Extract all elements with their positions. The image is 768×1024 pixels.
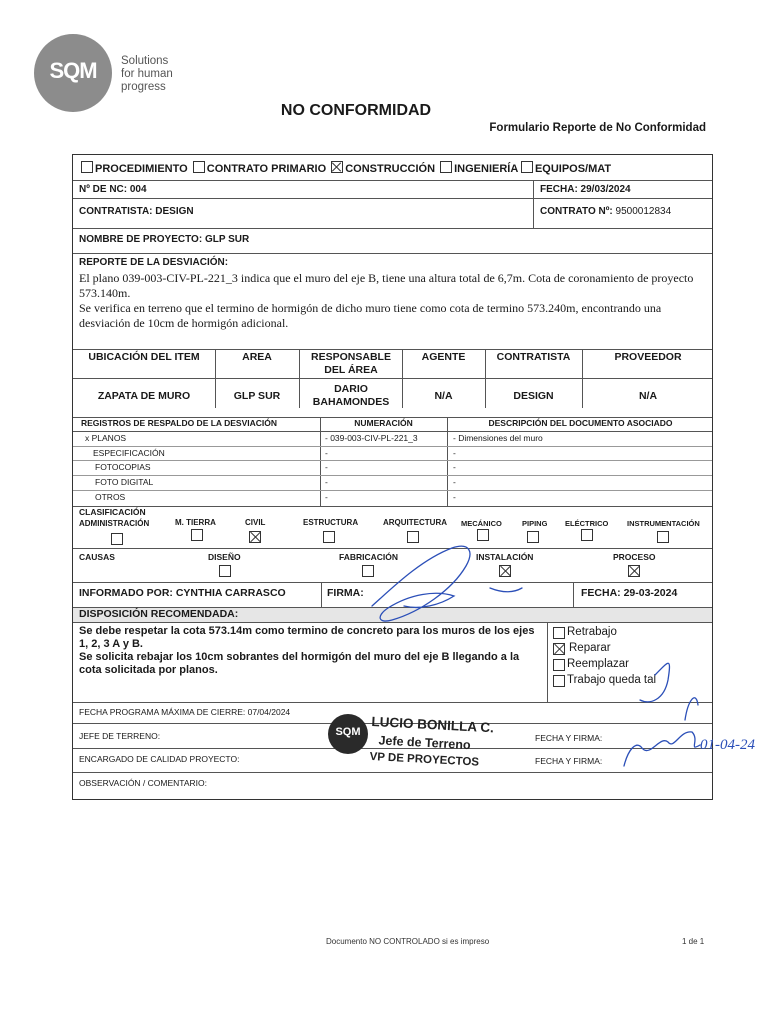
handwritten-date: 01-04-24 [700, 737, 755, 753]
item-header-proveedor: PROVEEDOR [614, 351, 682, 363]
registro-num: - [325, 448, 328, 458]
clasificacion-heading: CLASIFICACIÓN [79, 507, 146, 517]
causa-label-instalacion: INSTALACIÓN [476, 552, 534, 562]
fecha-firma-label: FECHA Y FIRMA: [535, 756, 603, 766]
nc-form [72, 154, 713, 800]
option-checkbox-trabajo-tal[interactable] [553, 675, 565, 687]
clasif-checkbox-piping[interactable] [527, 531, 539, 543]
observacion-label: OBSERVACIÓN / COMENTARIO: [79, 778, 207, 788]
logo-tagline [121, 55, 211, 94]
option-label-trabajo-tal: Trabajo queda tal [567, 674, 657, 686]
registro-label: ESPECIFICACIÓN [93, 448, 165, 458]
registro-num: - 039-003-CIV-PL-221_3 [325, 433, 418, 443]
clasif-checkbox-electrico[interactable] [581, 529, 593, 541]
causa-checkbox-fabricacion[interactable] [362, 565, 374, 577]
nc-date: FECHA: 29/03/2024 [540, 184, 631, 195]
jefe-terreno-label: JEFE DE TERRENO: [79, 731, 161, 741]
item-header-ubicacion: UBICACIÓN DEL ITEM [88, 351, 200, 363]
clasif-label-arquitectura: ARQUITECTURA [383, 518, 447, 527]
item-header-responsable: RESPONSABLE DEL ÁREA [311, 351, 391, 376]
contrato-value: 9500012834 [615, 206, 672, 217]
option-checkbox-retrabajo[interactable] [553, 627, 565, 639]
desviacion-line: Se verifica en terreno que el termino de hormigón de dicho muro tiene como cota de termino 573.240m, encontrando una desviación de 10cm de hormigón adicional. [79, 301, 662, 330]
desviacion-line: El plano 039-003-CIV-PL-221_3 indica que el muro del eje B, tiene una altura total de 6,7m. Cota de coronamiento de proyecto 573.140m. [79, 271, 694, 300]
option-label-reparar: Reparar [569, 642, 611, 654]
firma-label: FIRMA: [327, 587, 364, 599]
stamp-line: LUCIO BONILLA C. [371, 713, 495, 736]
clasif-label-mecanico: MECÁNICO [461, 519, 502, 528]
causa-checkbox-instalacion[interactable] [499, 565, 511, 577]
clasif-checkbox-instrumentacion[interactable] [657, 531, 669, 543]
category-construccion[interactable]: CONSTRUCCIÓN [331, 163, 435, 175]
item-header-agente: AGENTE [421, 351, 466, 363]
clasif-label-electrico: ELÉCTRICO [565, 519, 609, 528]
registro-desc: - [453, 477, 456, 487]
item-value-proveedor: N/A [638, 390, 658, 402]
descripcion-header: DESCRIPCIÓN DEL DOCUMENTO ASOCIADO [488, 418, 673, 428]
registro-label: OTROS [95, 492, 126, 502]
informado-por: INFORMADO POR: CYNTHIA CARRASCO [79, 587, 286, 599]
proyecto-name: NOMBRE DE PROYECTO: GLP SUR [79, 234, 250, 245]
clasif-label-mtierra: M. TIERRA [175, 518, 216, 527]
tagline-line: Solutions [121, 55, 169, 67]
causas-heading: CAUSAS [79, 552, 115, 562]
registro-num: - [325, 477, 328, 487]
option-checkbox-reparar[interactable] [553, 643, 565, 655]
registro-desc: - [453, 448, 456, 458]
causa-label-proceso: PROCESO [613, 552, 656, 562]
registro-label: x PLANOS [85, 433, 127, 443]
causa-checkbox-diseno[interactable] [219, 565, 231, 577]
registro-num: - [325, 492, 328, 502]
nc-number: Nº DE NC: 004 [79, 184, 147, 195]
item-header-contratista: CONTRATISTA [496, 351, 571, 363]
clasif-checkbox-mecanico[interactable] [477, 529, 489, 541]
clasif-label-instrumentacion: INSTRUMENTACIÓN [627, 519, 700, 528]
item-value-agente: N/A [434, 390, 453, 402]
category-equipos[interactable]: EQUIPOS/MAT [521, 163, 611, 175]
registro-label: FOTOCOPIAS [95, 462, 151, 472]
clasif-label-estructura: ESTRUCTURA [303, 518, 359, 527]
registros-header: REGISTROS DE RESPALDO DE LA DESVIACIÓN [81, 418, 277, 428]
causa-label-fabricacion: FABRICACIÓN [339, 552, 399, 562]
registro-label: FOTO DIGITAL [95, 477, 154, 487]
category-ingenieria[interactable]: INGENIERÍA [440, 163, 518, 175]
approval-stamp [369, 712, 494, 770]
clasif-label-piping: PIPING [522, 519, 548, 528]
checkbox-icon [521, 161, 533, 173]
page-number: 1 de 1 [682, 937, 705, 946]
encargado-calidad-label: ENCARGADO DE CALIDAD PROYECTO: [79, 754, 240, 764]
tagline-line: progress [121, 81, 166, 93]
clasif-checkbox-mtierra[interactable] [191, 529, 203, 541]
disposicion-line: Se solicita rebajar los 10cm sobrantes del hormigón del muro del eje B llegando a la cota solicitada por planos. [79, 651, 520, 676]
clasif-label-civil: CIVIL [245, 518, 266, 527]
item-header-area: AREA [242, 351, 272, 363]
disposicion-line: Se debe respetar la cota 573.14m como termino de concreto para los muros de los ejes 1, 2, 3 A y B. [79, 625, 535, 650]
stamp-line: Jefe de Terreno [378, 733, 471, 753]
disposicion-heading: DISPOSICIÓN RECOMENDADA: [79, 608, 239, 620]
clasif-checkbox-arquitectura[interactable] [407, 531, 419, 543]
checked-box-icon [331, 161, 343, 173]
registro-desc: - Dimensiones del muro [453, 433, 543, 443]
checkbox-icon [81, 161, 93, 173]
tagline-line: for human [121, 68, 173, 80]
causa-label-diseno: DISEÑO [208, 552, 241, 562]
category-row [81, 161, 611, 175]
checkbox-icon [193, 161, 205, 173]
contrato-label: CONTRATO Nº: [540, 206, 613, 217]
contratista: CONTRATISTA: DESIGN [79, 206, 194, 217]
desviacion-heading: REPORTE DE LA DESVIACIÓN: [79, 257, 229, 268]
item-value-responsable: DARIO BAHAMONDES [312, 383, 390, 408]
checkbox-icon [440, 161, 452, 173]
registro-desc: - [453, 462, 456, 472]
footer-note: Documento NO CONTROLADO si es impreso [326, 937, 490, 946]
informado-fecha: FECHA: 29-03-2024 [581, 587, 678, 599]
category-procedimiento[interactable]: PROCEDIMIENTO [81, 163, 188, 175]
item-value-contratista: DESIGN [513, 390, 554, 402]
numeracion-header: NUMERACIÓN [354, 418, 413, 428]
item-value-ubicacion: ZAPATA DE MURO [97, 390, 191, 402]
clasif-checkbox-civil[interactable] [249, 531, 261, 543]
clasif-checkbox-administracion[interactable] [111, 533, 123, 545]
sqm-logo-text: SQM [49, 58, 97, 83]
document-subtitle: Formulario Reporte de No Conformidad [489, 122, 706, 134]
desviacion-text [79, 271, 709, 331]
fecha-firma-label: FECHA Y FIRMA: [535, 733, 603, 743]
category-contrato-primario[interactable]: CONTRATO PRIMARIO [193, 163, 326, 175]
item-value-area: GLP SUR [233, 390, 281, 402]
option-label-reemplazar: Reemplazar [567, 658, 629, 670]
registro-num: - [325, 462, 328, 472]
disposicion-text [79, 625, 541, 677]
contrato-number [540, 206, 671, 217]
document-title: NO CONFORMIDAD [280, 102, 432, 119]
option-label-retrabajo: Retrabajo [567, 626, 617, 638]
sqm-stamp-text: SQM [335, 726, 361, 738]
registro-desc: - [453, 492, 456, 502]
causa-checkbox-proceso[interactable] [628, 565, 640, 577]
fecha-programa-cierre: FECHA PROGRAMA MÁXIMA DE CIERRE: 07/04/2024 [79, 707, 291, 717]
clasif-label-administracion: ADMINISTRACIÓN [79, 519, 150, 528]
stamp-line: VP DE PROYECTOS [369, 750, 480, 769]
option-checkbox-reemplazar[interactable] [553, 659, 565, 671]
clasif-checkbox-estructura[interactable] [323, 531, 335, 543]
